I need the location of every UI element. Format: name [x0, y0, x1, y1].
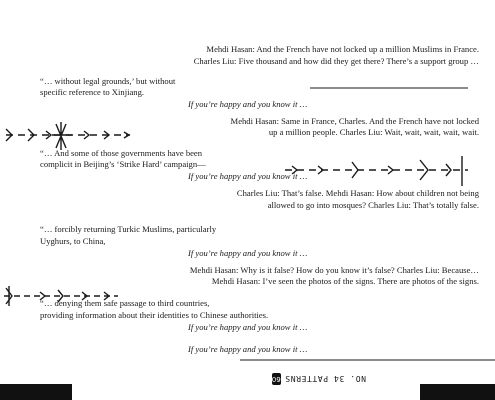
footer-black-block — [420, 384, 495, 400]
arrow-pattern-right — [285, 156, 468, 186]
quote-line: specific reference to Xinjiang. — [40, 87, 145, 97]
refrain-line: If you’re happy and you know it … — [188, 99, 308, 109]
refrain-line: If you’re happy and you know it … — [188, 344, 308, 354]
refrain-line: If you’re happy and you know it … — [188, 248, 308, 258]
dialogue-line: Mehdi Hasan: And the French have not locked up a million Muslims in France. — [206, 44, 479, 54]
dialogue-line: up a million people. Charles Liu: Wait, wait, wait, wait, wait. — [268, 127, 479, 137]
quote-line: providing information about their identities to Chinese authorities. — [40, 310, 269, 320]
refrain-line: If you’re happy and you know it … — [188, 322, 308, 332]
dialogue-line: Mehdi Hasan: I’ve seen the photos of the signs. There are photos of the signs. — [211, 276, 479, 286]
quote-line: Uyghurs, to China, — [40, 236, 106, 246]
quote-line: “… without legal grounds,’ but without — [40, 76, 176, 86]
quote-line: “… forcibly returning Turkic Muslims, particularly — [40, 224, 217, 234]
dialogue-line: Charles Liu: That’s false. Mehdi Hasan: How about children not being — [236, 188, 479, 198]
dialogue-line: allowed to go into mosques? Charles Liu: That’s totally false. — [267, 200, 479, 210]
quote-line: “… And some of those governments have been — [40, 148, 203, 158]
magazine-issue: NO. 34 PATTERNS — [284, 374, 366, 384]
page-number: 60 — [271, 375, 281, 383]
dialogue-line: Mehdi Hasan: Why is it false? How do you know it’s false? Charles Liu: Because… — [189, 265, 479, 275]
folio — [240, 372, 366, 386]
arrow-pattern-left — [6, 122, 130, 150]
refrain-line: If you’re happy and you know it … — [188, 171, 308, 181]
quote-line: complicit in Beijing’s ‘Strike Hard’ campaign— — [40, 159, 206, 169]
quote-line: “… denying them safe passage to third countries, — [40, 298, 210, 308]
footer-black-block — [0, 384, 72, 400]
dialogue-line: Mehdi Hasan: Same in France, Charles. And the French have not locked — [230, 116, 479, 126]
dialogue-line: Charles Liu: Five thousand and how did they get there? There’s a support group … — [193, 56, 479, 66]
